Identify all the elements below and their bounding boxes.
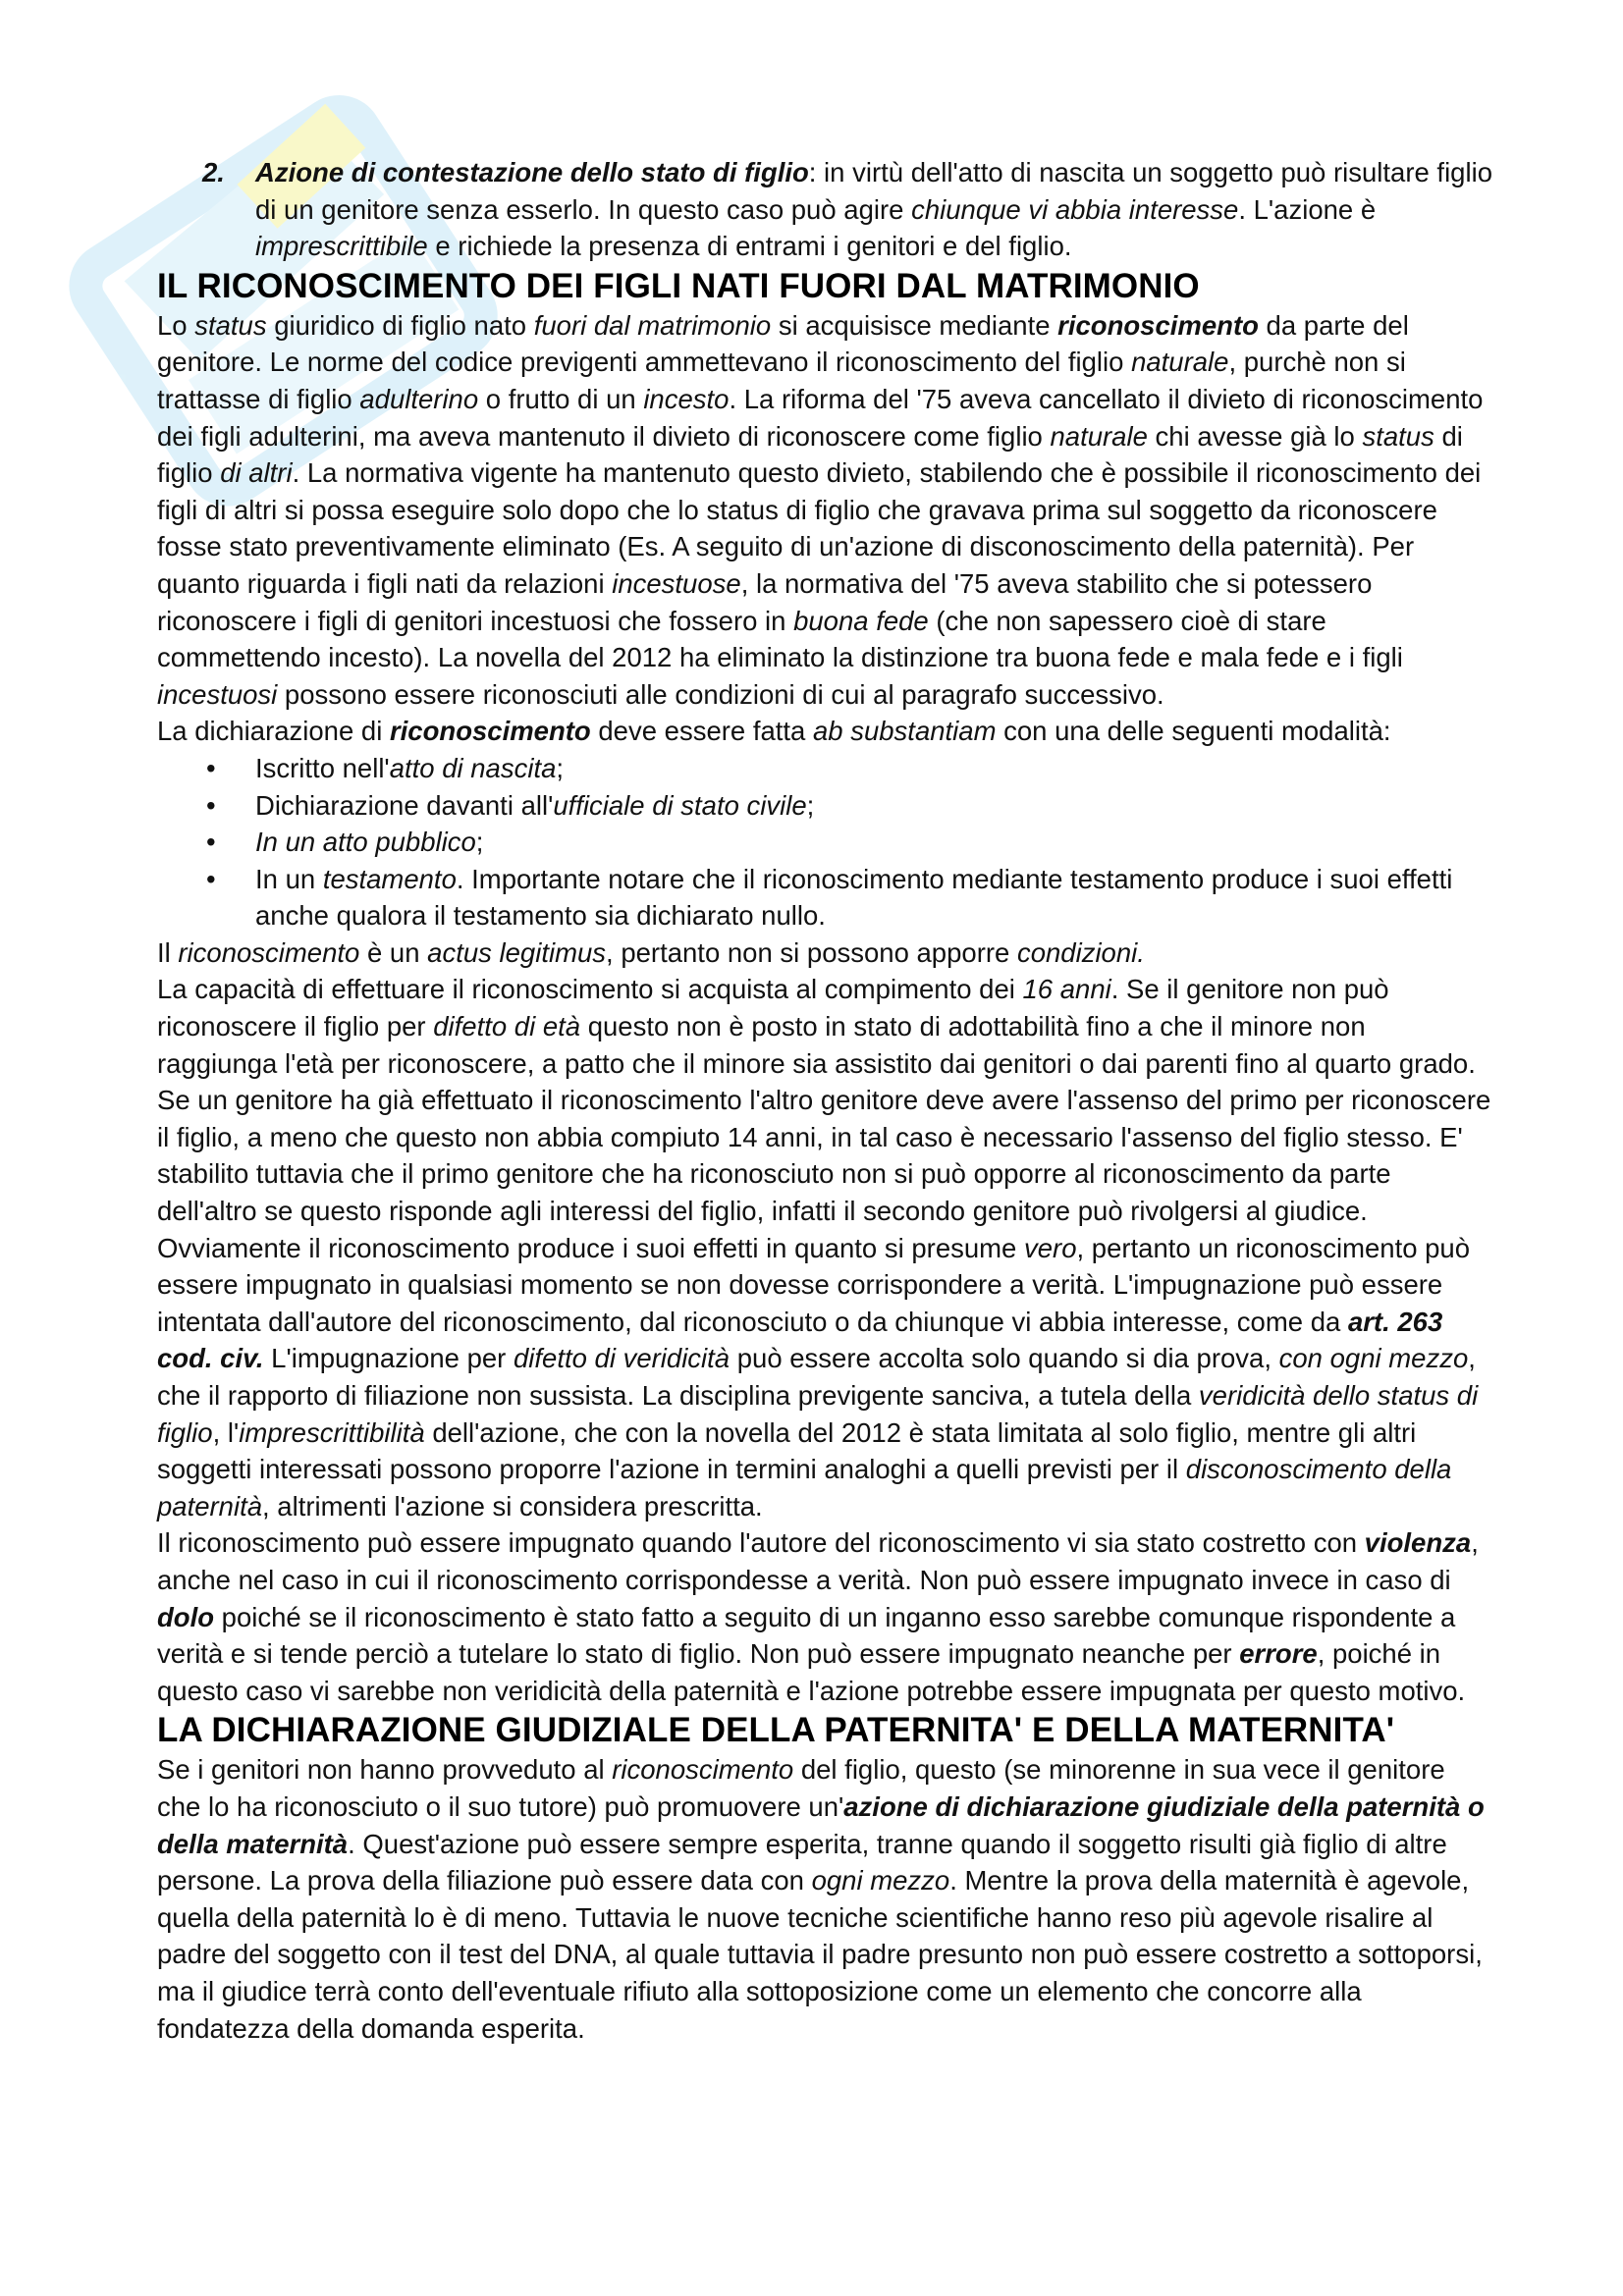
term: Azione di contestazione dello stato di figlio: [255, 157, 809, 187]
term: difetto di età: [433, 1011, 581, 1042]
text-run: di figlio: [157, 420, 1463, 489]
text-run: può essere accolta solo quando si dia prova,: [730, 1343, 1279, 1374]
text-run: , purchè non si trattasse di figlio: [157, 347, 1406, 414]
term: riconoscimento: [178, 936, 360, 968]
term: naturale: [1131, 347, 1229, 378]
term: status: [1362, 420, 1434, 452]
list-number: 2.: [202, 157, 225, 187]
term: riconoscimento: [612, 1754, 794, 1786]
term: dolo: [157, 1601, 215, 1632]
text-run: , altrimenti l'azione si considera prescritta.: [262, 1490, 763, 1522]
paragraph: [157, 1751, 1492, 2047]
term: con ogni mezzo: [1278, 1343, 1469, 1374]
text-run: La capacità di effettuare il riconoscimento si acquista al compimento dei: [157, 974, 1023, 1005]
list-item: [157, 861, 1492, 934]
text-run: In un: [255, 863, 323, 894]
text-run: Il riconoscimento può essere impugnato quando l'autore del riconoscimento vi sia stato costretto con: [157, 1527, 1365, 1559]
section-heading: IL RICONOSCIMENTO DEI FIGLI NATI FUORI DAL MATRIMONIO: [157, 266, 1200, 305]
term: art. 263 cod. civ.: [157, 1306, 1443, 1374]
term: imprescrittibilità: [239, 1416, 425, 1448]
term: azione di dichiarazione giudiziale della paternità o della maternità: [157, 1790, 1485, 1859]
term: buona fede: [793, 605, 929, 636]
term: disconoscimento della paternità: [157, 1454, 1452, 1522]
term: atto di nascita: [389, 752, 557, 783]
list-item: [157, 787, 1492, 825]
text-run: si acquisisce mediante: [771, 309, 1058, 341]
term: di altri: [220, 457, 293, 489]
text-run: dell'azione, che con la novella del 2012 è stata limitata al solo figlio, mentre gli altri soggetti interessati possono proporre l'azione in termini analoghi a quelli previsti per il: [157, 1416, 1417, 1485]
term: actus legitimus: [427, 936, 607, 968]
term: incestuose: [612, 567, 741, 599]
text-run: poiché se il riconoscimento è stato fatto a seguito di un inganno esso sarebbe comunque rispondente a verità e si tende perciò a tutelare lo stato di figlio. Non può essere impugnato neanche per: [157, 1601, 1456, 1670]
text-run: deve essere fatta: [590, 716, 813, 747]
term: chiunque vi abbia interesse: [911, 193, 1239, 225]
text-run: . Se il genitore non può riconoscere il figlio per: [157, 974, 1389, 1042]
text-run: , l': [212, 1416, 240, 1448]
text-run: con una delle seguenti modalità:: [996, 716, 1391, 747]
text-run: Lo: [157, 309, 195, 341]
bullet-list: [157, 750, 1492, 934]
text-run: , pertanto un riconoscimento può essere impugnato in qualsiasi momento se non dovesse corrispondere a verità. L'impugnazione può essere intentata dall'autore del riconoscimento, dal riconosciuto o da chiunque vi abbia interesse, come da: [157, 1232, 1471, 1337]
text-run: è un: [359, 936, 428, 968]
text-run: e richiede la presenza di entrami i genitori e del figlio.: [427, 231, 1072, 262]
term: 16 anni: [1022, 974, 1111, 1005]
term: ufficiale di stato civile: [553, 789, 807, 821]
text-run: o frutto di un: [478, 383, 644, 414]
bullet-icon: •: [206, 827, 216, 858]
document-page: [157, 154, 1492, 2047]
term: riconoscimento: [389, 716, 591, 747]
text-run: giuridico di figlio nato: [266, 309, 534, 341]
paragraph: [157, 1524, 1492, 1709]
text-run: : in virtù dell'atto di nascita un soggetto può risultare figlio di un genitore senza esserlo. In questo caso può agire: [255, 157, 1492, 225]
bullet-icon: •: [206, 863, 216, 894]
term: ogni mezzo: [811, 1865, 950, 1896]
text-run: . Quest'azione può essere sempre esperita, tranne quando il soggetto risulti già figlio di altre persone. La prova della filiazione può essere data con: [157, 1828, 1447, 1896]
text-run: , poiché in questo caso vi sarebbe non veridicità della paternità e l'azione potrebbe essere impugnata per questo motivo.: [157, 1638, 1466, 1706]
list-item-contestazione: [157, 154, 1492, 265]
numbered-list: [157, 154, 1492, 265]
text-run: (che non sapessero cioè di stare commettendo incesto). La novella del 2012 ha eliminato la distinzione tra buona fede e mala fede e i figli: [157, 605, 1403, 673]
text-run: , che il rapporto di filiazione non sussista. La disciplina previgente sanciva, a tutela della: [157, 1343, 1476, 1411]
term: status: [194, 309, 267, 341]
list-item: [157, 824, 1492, 861]
term: incestuosi: [157, 678, 278, 710]
text-run: , anche nel caso in cui il riconoscimento corrispondesse a verità. Non può essere impugnato invece in caso di: [157, 1527, 1479, 1595]
text-run: del figlio, questo (se minorenne in sua vece il genitore che lo ha riconosciuto o il suo tutore) può promuovere un': [157, 1754, 1445, 1822]
text-run: . La normativa vigente ha mantenuto questo divieto, stabilendo che è possibile il riconoscimento dei figli di altri si possa eseguire solo dopo che lo status di figlio che gravava prima sul soggetto da riconoscere fosse stato preventivamente eliminato (Es. A seguito di un'azione di disconoscimento della paternità). Per quanto riguarda i figli nati da relazioni: [157, 457, 1482, 599]
text-run: ;: [556, 752, 565, 783]
bullet-icon: •: [206, 789, 216, 821]
term: ab substantiam: [812, 716, 997, 747]
text-run: Il: [157, 936, 179, 968]
bullet-icon: •: [206, 752, 216, 783]
term: In un atto pubblico: [255, 827, 476, 858]
term: incesto: [643, 383, 730, 414]
text-run: Dichiarazione davanti all': [255, 789, 554, 821]
paragraph: [157, 307, 1492, 714]
text-run: , la normativa del '75 aveva stabilito che si potessero riconoscere i figli di genitori incestuosi che fossero in: [157, 567, 1373, 636]
paragraph: [157, 971, 1492, 1229]
text-run: ;: [475, 827, 484, 858]
term: testamento: [322, 863, 457, 894]
term: riconoscimento: [1057, 309, 1259, 341]
term: difetto di veridicità: [513, 1343, 730, 1374]
text-run: Ovviamente il riconoscimento produce i suoi effetti in quanto si presume: [157, 1232, 1024, 1263]
text-run: chi avesse già lo: [1147, 420, 1363, 452]
text-run: possono essere riconosciuti alle condizioni di cui al paragrafo successivo.: [277, 678, 1164, 710]
paragraph: [157, 1230, 1492, 1525]
text-run: La dichiarazione di: [157, 716, 390, 747]
text-run: . Mentre la prova della maternità è agevole, quella della paternità lo è di meno. Tuttavia le nuove tecniche scientifiche hanno reso più agevole risalire al padre del soggetto con il test del DNA, al quale tuttavia il padre presunto non può essere costretto a sottoporsi, ma il giudice terrà conto dell'eventuale rifiuto alla sottoposizione come un elemento che concorre alla fondatezza della domanda esperita.: [157, 1865, 1483, 2044]
text-run: . L'azione è: [1238, 193, 1377, 225]
text-run: da parte del genitore. Le norme del codice previgenti ammettevano il riconoscimento del figlio: [157, 309, 1409, 378]
text-run: questo non è posto in stato di adottabilità fino a che il minore non raggiunga l'età per riconoscere, a patto che il minore sia assistito dai genitori o dai parenti fino al quarto grado. Se un genitore ha già effettuato il riconoscimento l'altro genitore deve avere l'assenso del primo per riconoscere il figlio, a meno che questo non abbia compiuto 14 anni, in tal caso è necessario l'assenso del figlio stesso. E' stabilito tuttavia che il primo genitore che ha riconosciuto non si può opporre al riconoscimento da parte dell'altro se questo risponde agli interessi del figlio, infatti il secondo genitore può rivolgersi al giudice.: [157, 1011, 1491, 1227]
term: naturale: [1050, 420, 1148, 452]
list-item: [157, 750, 1492, 787]
paragraph: [157, 713, 1492, 750]
text-run: , pertanto non si possono apporre: [606, 936, 1017, 968]
term: vero: [1024, 1232, 1077, 1263]
text-run: ;: [806, 789, 815, 821]
term: errore: [1239, 1638, 1318, 1670]
section-heading: LA DICHIARAZIONE GIUDIZIALE DELLA PATERNITA' E DELLA MATERNITA': [157, 1711, 1395, 1750]
paragraph: [157, 934, 1492, 972]
text-run: Iscritto nell': [255, 752, 390, 783]
term: adulterino: [359, 383, 479, 414]
term: condizioni.: [1016, 936, 1145, 968]
text-run: . La riforma del '75 aveva cancellato il divieto di riconoscimento dei figli adulterini, ma aveva mantenuto il divieto di riconoscere come figlio: [157, 383, 1484, 452]
term: violenza: [1364, 1527, 1472, 1559]
term: imprescrittibile: [255, 231, 428, 262]
text-run: L'impugnazione per: [263, 1343, 514, 1374]
term: veridicità dello status di figlio: [157, 1380, 1479, 1448]
text-run: Se i genitori non hanno provveduto al: [157, 1754, 613, 1786]
term: fuori dal matrimonio: [533, 309, 772, 341]
text-run: . Importante notare che il riconoscimento mediante testamento produce i suoi effetti anche qualora il testamento sia dichiarato nullo.: [255, 863, 1453, 932]
